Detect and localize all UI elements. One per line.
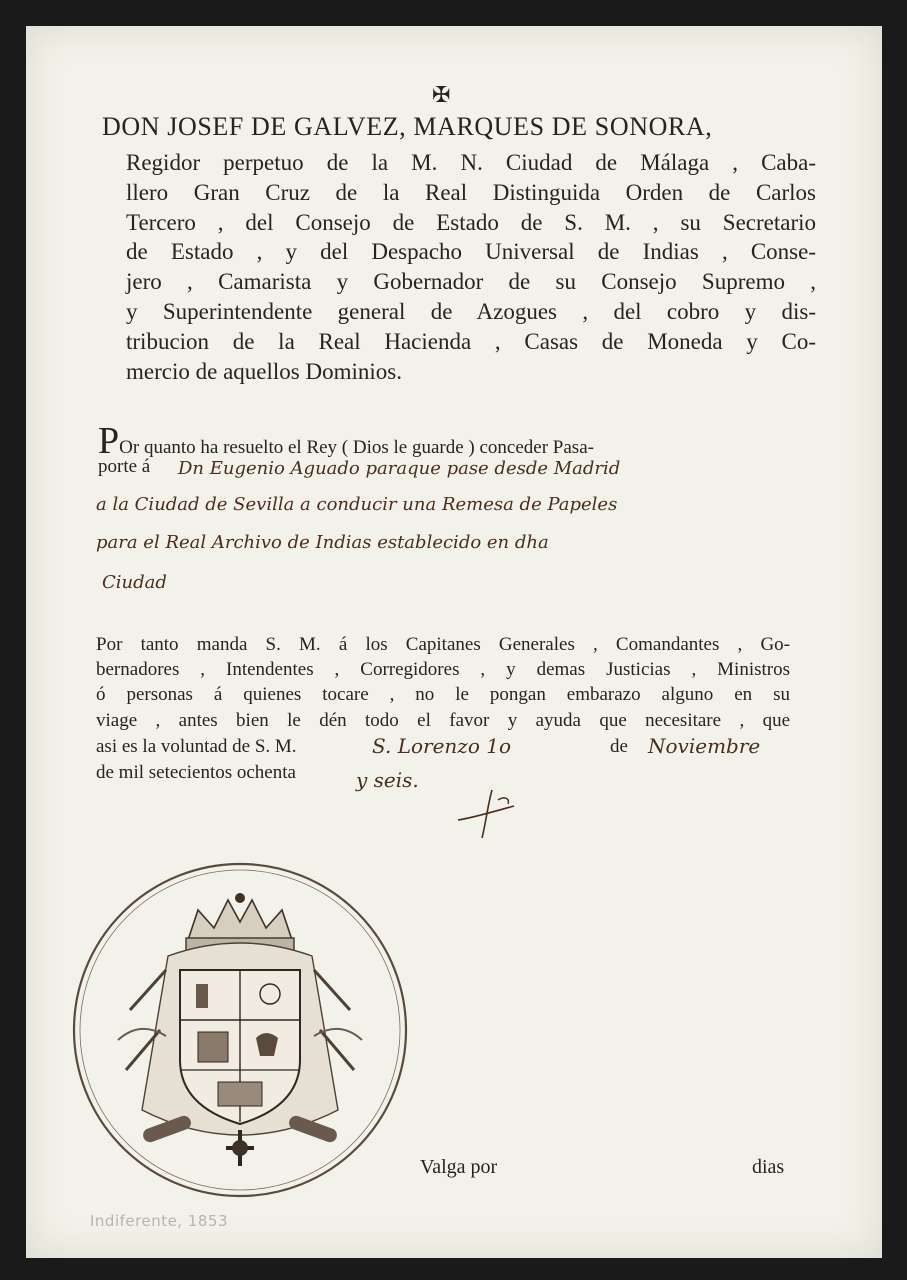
year-handwritten: y seis. [356,768,419,792]
archive-stamp: Indiferente, 1853 [90,1212,229,1230]
month-handwritten: Noviembre [648,734,761,758]
mandate-line: Por tanto manda S. M. á los Capitanes Generales , Comandantes , Go- [96,634,790,655]
handwritten-line: para el Real Archivo de Indias establecido en dha [96,532,549,553]
mandate-line: viage , antes bien le dén todo el favor y ayuda que necesitare , que [96,709,790,731]
mandate-line-start: asi es la voluntad de S. M. [96,736,297,757]
mandate-line: ó personas á quienes tocare , no le pongan embarazo alguno en su [96,684,790,706]
intro-line: Or quanto ha resuelto el Rey ( Dios le guarde ) conceder Pasa- [119,437,594,458]
titles-line: llero Gran Cruz de la Real Distinguida Orden de Carlos [126,179,816,205]
handwritten-line: a la Ciudad de Sevilla a conducir una Remesa de Papeles [96,494,618,515]
mandate-paragraph [96,632,790,733]
date-de: de [610,736,628,757]
handwritten-line: Ciudad [102,572,167,593]
maltese-cross-icon: ✠ [432,82,451,107]
mandate-line-5 [96,736,297,758]
mandate-line: bernadores , Intendentes , Corregidores , y demas Justicias , Ministros [96,659,790,681]
titles-line: jero , Camarista y Gobernador de su Consejo Supremo , [126,269,816,295]
titles-line: mercio de aquellos Dominios. [126,358,402,384]
titles-line: y Superintendente general de Azogues , del cobro y dis- [126,298,816,324]
royal-seal-icon [70,860,410,1200]
mandate-line-6: de mil setecientos ochenta [96,762,296,783]
intro-line2-start: porte á [98,456,151,477]
titles-line: de Estado , y del Despacho Universal de Indias , Conse- [126,239,816,265]
intro-paragraph [98,420,790,462]
valga-label: Valga por [420,1156,498,1178]
date-handwritten: S. Lorenzo 1o [372,734,512,758]
titles-block [126,148,816,386]
dias-label: dias [752,1156,785,1178]
titles-line: Tercero , del Consejo de Estado de S. M. , su Secretario [126,209,816,235]
signature-flourish [452,782,522,842]
document-page [26,26,882,1258]
drop-cap: P [98,420,120,462]
titles-line: Regidor perpetuo de la M. N. Ciudad de Málaga , Caba- [126,150,816,175]
document-title: DON JOSEF DE GALVEZ, MARQUES DE SONORA, [102,112,713,141]
handwritten-line: Dn Eugenio Aguado paraque pase desde Madrid [178,458,621,479]
titles-line: tribucion de la Real Hacienda , Casas de Moneda y Co- [126,328,816,354]
